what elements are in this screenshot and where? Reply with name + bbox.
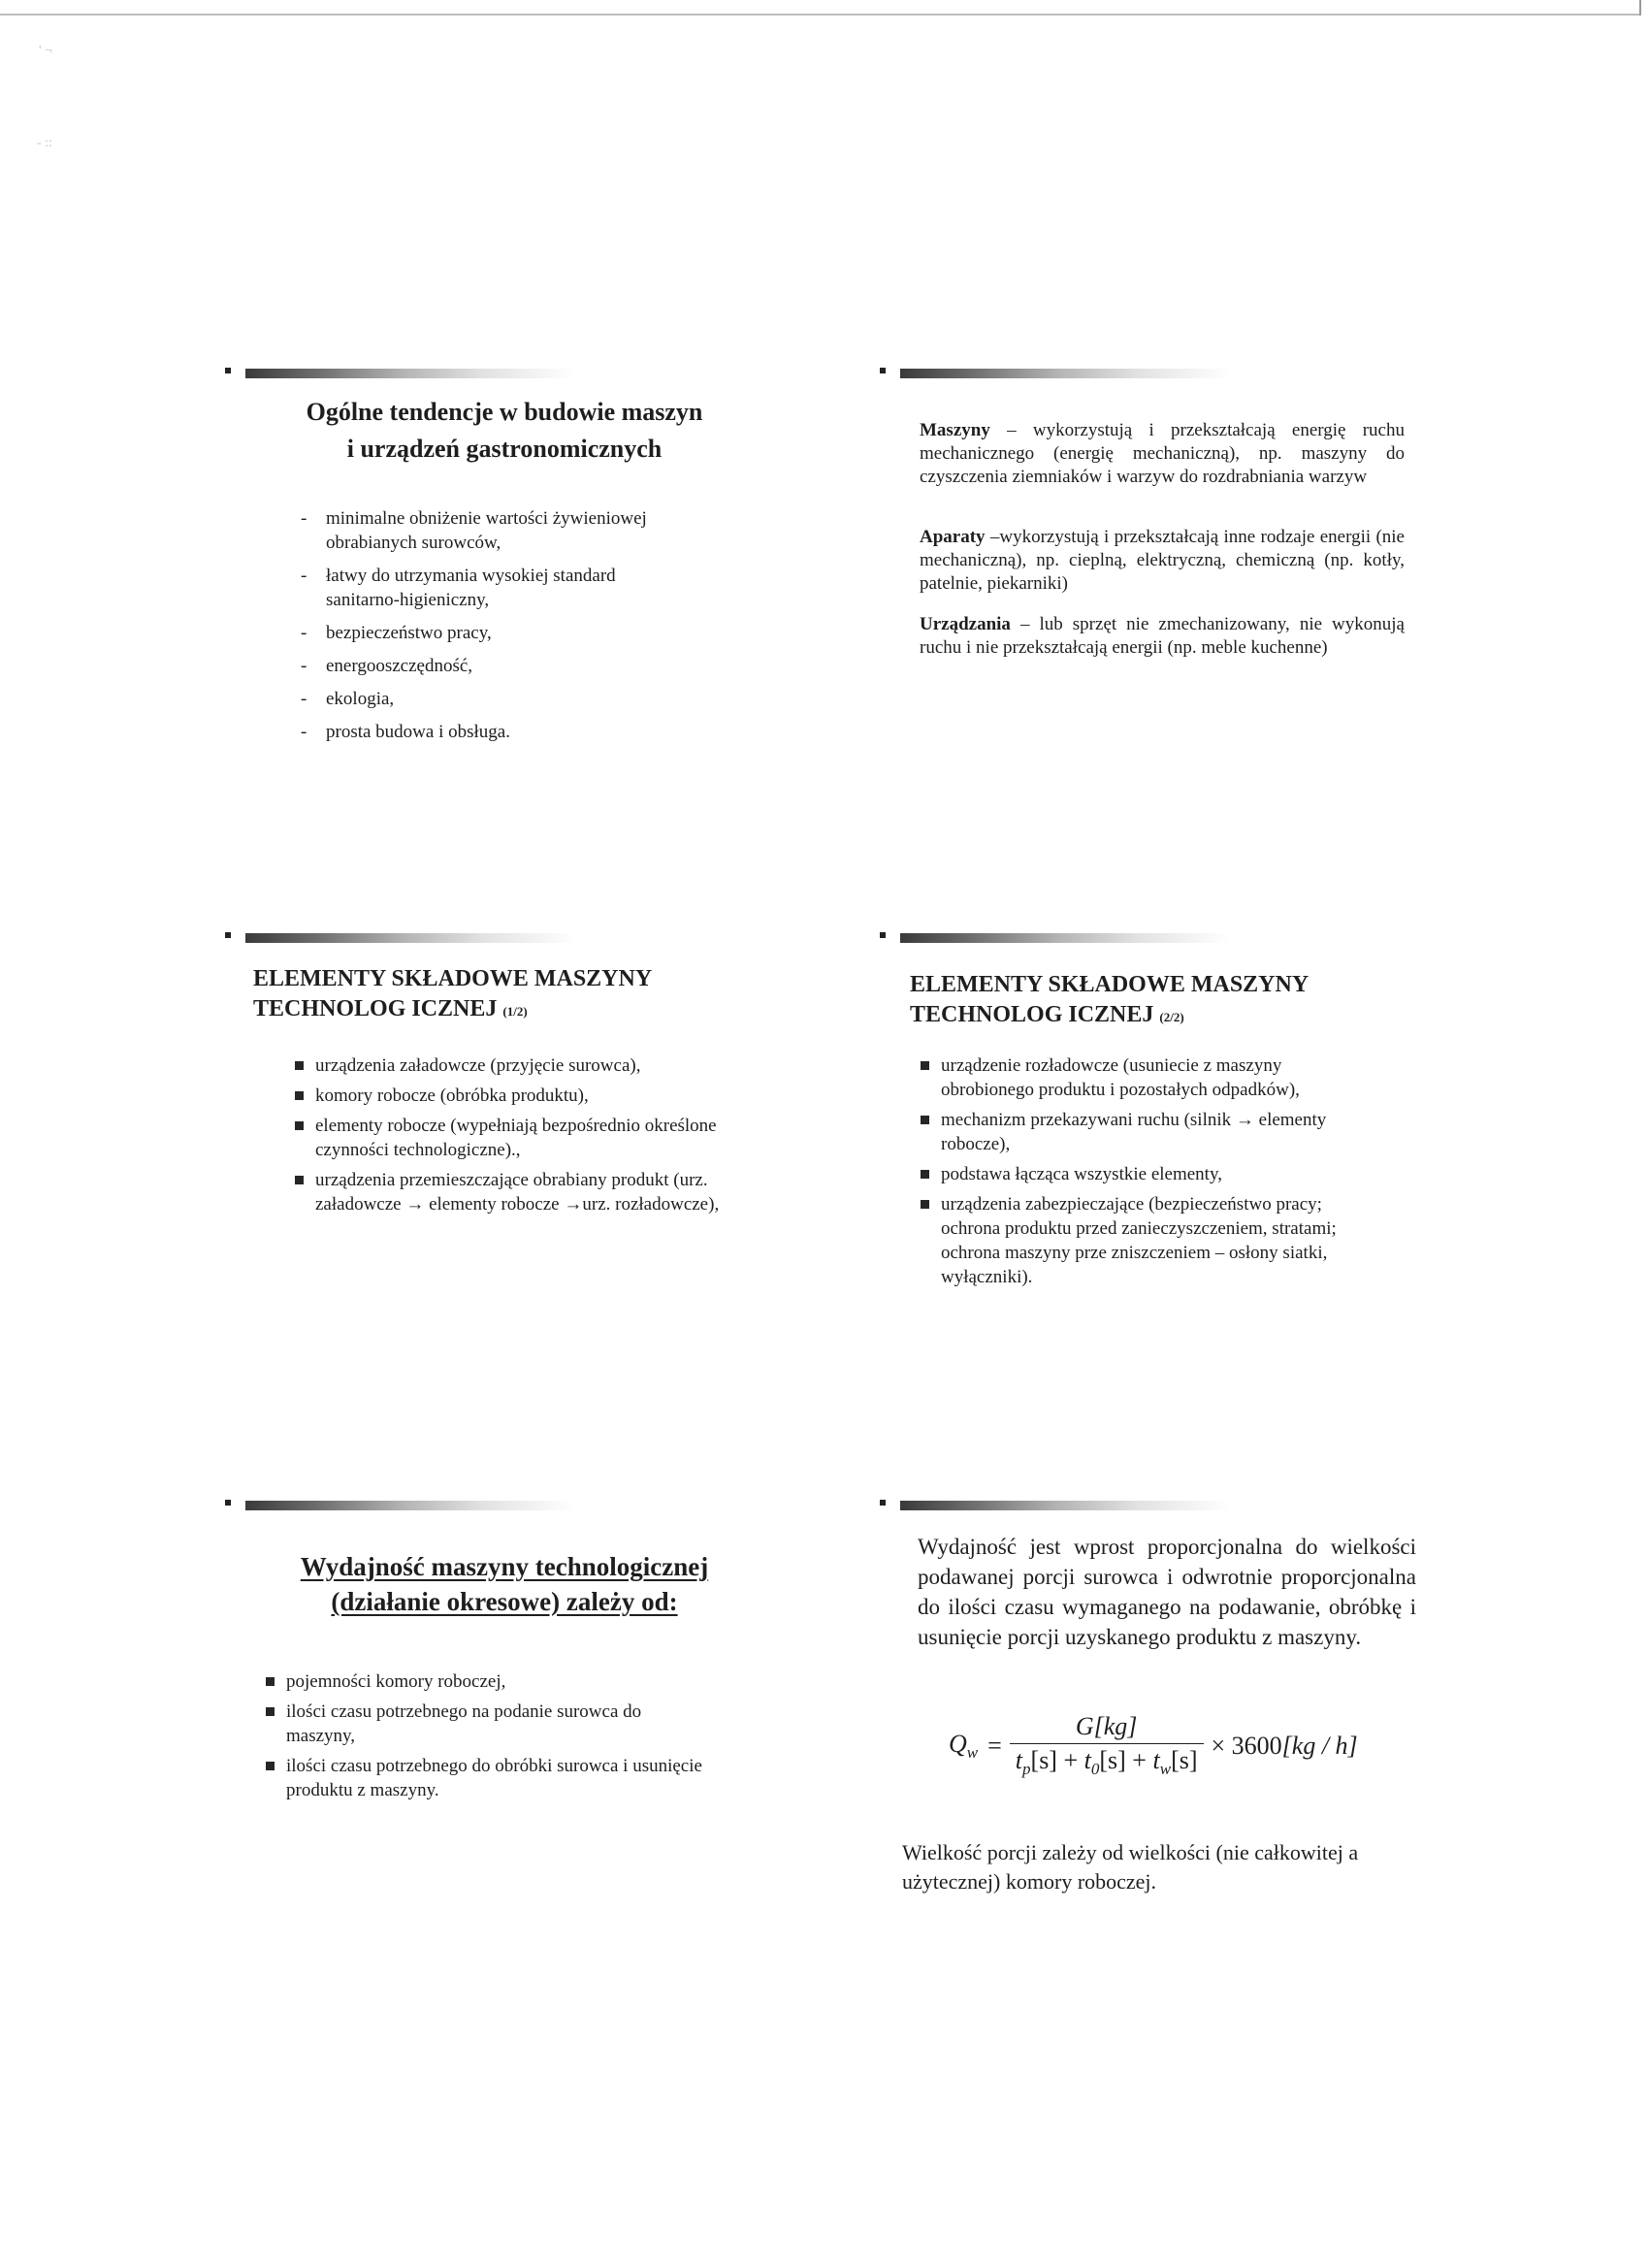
scan-artifact: - :: bbox=[37, 136, 52, 150]
list-item: podstawa łącząca wszystkie elementy, bbox=[918, 1162, 1364, 1186]
slide-list bbox=[918, 1053, 1364, 1289]
slide-header-bar bbox=[228, 365, 577, 382]
list-item: mechanizm przekazywani ruchu (silnik → elementy robocze), bbox=[918, 1108, 1364, 1156]
list-item: - minimalne obniżenie wartości żywieniowej obrabianych surowców, bbox=[301, 508, 647, 553]
slide-title: Ogólne tendencje w budowie maszyn i urządzeń gastronomicznych bbox=[306, 398, 703, 463]
performance-paragraph: Wydajność jest wprost proporcjonalna do wielkości podawanej porcji surowca i odwrotnie proporcjonalna do ilości czasu wymaganego na podawanie, obróbkę i usunięcie porcji uzyskanego produktu z maszyny. bbox=[918, 1535, 1416, 1649]
list-item: urządzenie rozładowcze (usuniecie z maszyny obrobionego produktu i pozostałych odpadków), bbox=[918, 1053, 1364, 1102]
formula-denominator: $t_p[s] + t_0[s] + t_w[s]$ bbox=[1015, 1746, 1198, 1779]
formula-numerator: G[kg] bbox=[1075, 1712, 1138, 1740]
list-item: - łatwy do utrzymania wysokiej standard sanitarno-higieniczny, bbox=[301, 566, 616, 610]
definition-urzadzania: Urządzania – lub sprzęt nie zmechanizowany, nie wykonują ruchu i nie przekształcają energii (np. meble kuchenne) bbox=[920, 614, 1405, 658]
slide-list bbox=[263, 1669, 709, 1802]
formula-unit: [kg / h] bbox=[1281, 1731, 1358, 1760]
list-item: ilości czasu potrzebnego na podanie surowca do maszyny, bbox=[263, 1700, 709, 1748]
list-item: elementy robocze (wypełniają bezpośrednio określone czynności technologiczne)., bbox=[292, 1114, 733, 1162]
definition-aparaty: Aparaty –wykorzystują i przekształcają inne rodzaje energii (nie mechaniczną), np. cieplną, elektryczną, chemiczną (np. kotły, patelnie, piekarniki) bbox=[920, 527, 1405, 594]
slide-header-bar bbox=[883, 929, 1232, 947]
list-item: pojemności komory roboczej, bbox=[263, 1669, 709, 1694]
slide-header-bar bbox=[228, 1497, 577, 1514]
portion-note: Wielkość porcji zależy od wielkości (nie całkowitej a użytecznej) komory roboczej. bbox=[902, 1840, 1359, 1894]
list-item: ilości czasu potrzebnego do obróbki surowca i usunięcie produktu z maszyny. bbox=[263, 1754, 709, 1802]
performance-formula bbox=[949, 1712, 1358, 1779]
list-item: - ekologia, bbox=[301, 689, 395, 709]
formula-equals: = bbox=[987, 1731, 1002, 1760]
scan-artifact: ' ¬ bbox=[39, 44, 52, 58]
slide-header-bar bbox=[883, 1497, 1232, 1514]
formula-fraction bbox=[1010, 1712, 1204, 1779]
slide-list bbox=[292, 1053, 733, 1216]
scan-edge-top bbox=[0, 14, 1639, 16]
slide-title: ELEMENTY SKŁADOWE MASZYNY TECHNOLOG ICZNEJ (1/2) bbox=[253, 966, 653, 1021]
list-item: - prosta budowa i obsługa. bbox=[301, 722, 510, 742]
list-item: urządzenia przemieszczające obrabiany produkt (urz. załadowcze → elementy robocze →urz. rozładowcze), bbox=[292, 1168, 733, 1216]
scan-edge-right bbox=[1639, 0, 1641, 16]
slide-list bbox=[301, 506, 669, 744]
slide-title: ELEMENTY SKŁADOWE MASZYNY TECHNOLOG ICZNEJ (2/2) bbox=[910, 972, 1310, 1027]
slide-header-bar bbox=[883, 365, 1232, 382]
formula-lhs: $Q_w$ bbox=[949, 1729, 979, 1762]
list-item: urządzenia załadowcze (przyjęcie surowca), bbox=[292, 1053, 733, 1078]
slide-header-bar bbox=[228, 929, 577, 947]
definition-maszyny: Maszyny – wykorzystują i przekształcają energię ruchu mechanicznego (energię mechaniczną), np. maszyny do czyszczenia ziemniaków i warzyw do rozdrabniania warzyw bbox=[920, 420, 1405, 487]
formula-multiplier: × 3600 bbox=[1211, 1731, 1282, 1760]
list-item: - bezpieczeństwo pracy, bbox=[301, 623, 492, 643]
slide-title: Wydajność maszyny technologicznej (działanie okresowe) zależy od: bbox=[300, 1552, 709, 1616]
list-item: komory robocze (obróbka produktu), bbox=[292, 1084, 733, 1108]
list-item: - energooszczędność, bbox=[301, 656, 473, 676]
list-item: urządzenia zabezpieczające (bezpieczeństwo pracy; ochrona produktu przed zanieczyszczeniem, stratami; ochrona maszyny prze zniszczeniem – osłony siatki, wyłączniki). bbox=[918, 1192, 1364, 1289]
